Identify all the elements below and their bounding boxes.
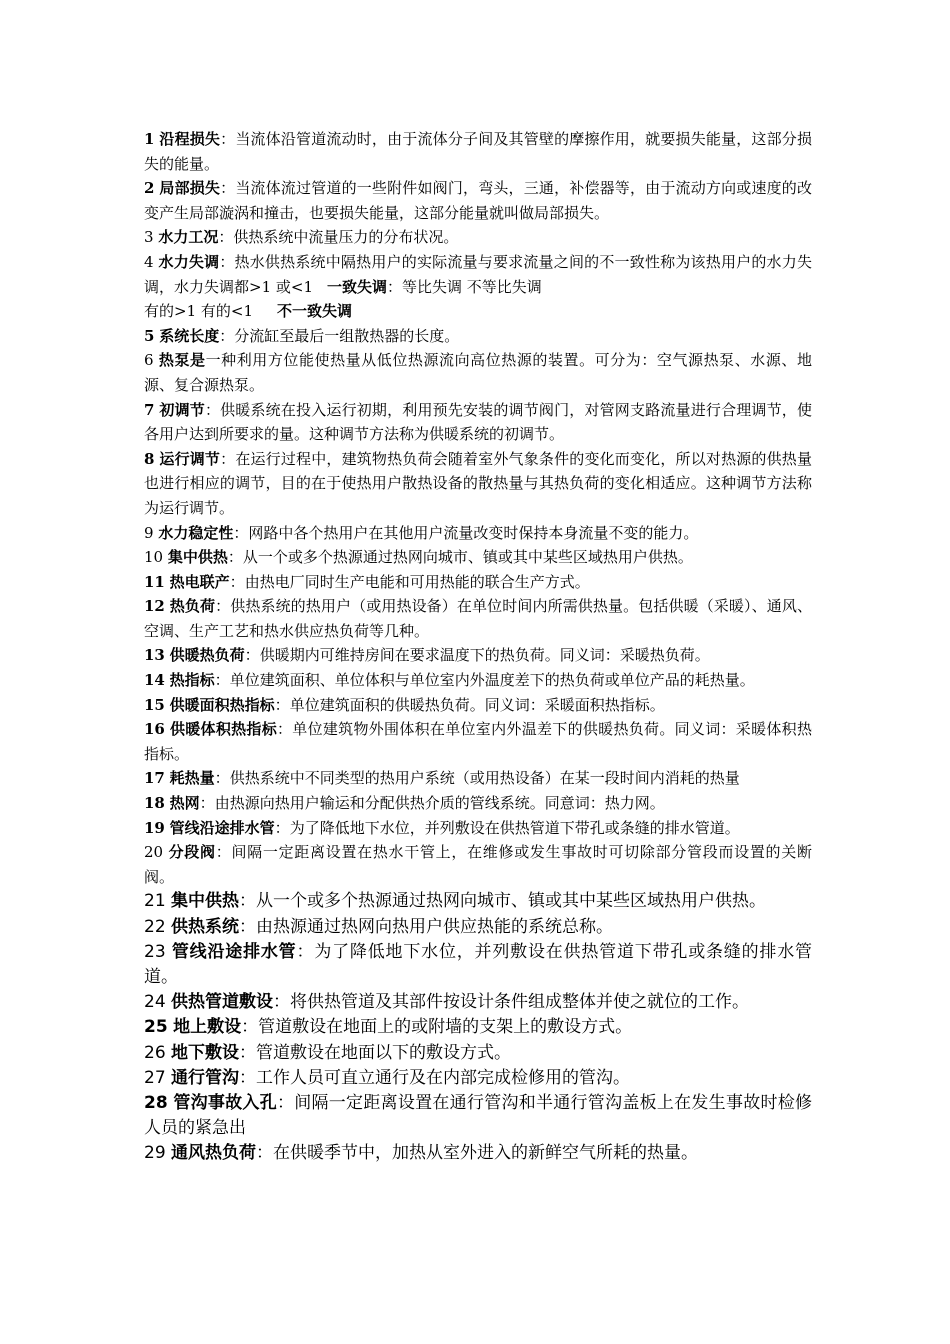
entry-definition: 单位建筑物外围体积在单位室内外温差下的供暖热负荷。同义词：采暖体积热指标。 <box>144 720 812 763</box>
entry-separator: ： <box>220 130 236 148</box>
entry-separator: ： <box>241 1017 259 1038</box>
entry-definition: 由热源通过热网向热用户供应热能的系统总称。 <box>256 916 614 937</box>
entry-term: 运行调节 <box>159 449 221 468</box>
entry-number: 3 <box>144 228 154 247</box>
entry-term: 管沟事故入孔 <box>173 1093 277 1114</box>
entry-number: 29 <box>144 1143 166 1164</box>
entry-separator: ： <box>239 1067 257 1088</box>
entry-definition: 管道敷设在地面上的或附墙的支架上的敷设方式。 <box>258 1017 633 1038</box>
entry-number: 10 <box>144 548 164 567</box>
glossary-entry-16 <box>144 717 812 766</box>
glossary-entry-23 <box>144 940 812 990</box>
entry-definition: 分流缸至最后一组散热器的长度。 <box>234 326 460 345</box>
glossary-entry-17 <box>144 766 812 791</box>
entry-number: 15 <box>144 695 165 714</box>
entry-separator: ： <box>215 843 232 862</box>
entry-term: 局部损失 <box>159 179 221 198</box>
glossary-entry-12 <box>144 594 812 643</box>
glossary-entry-18 <box>144 791 812 816</box>
entry-term: 水力失调 <box>158 252 220 271</box>
entry-definition: 单位建筑面积、单位体积与单位室内外温度差下的热负荷或单位产品的耗热量。 <box>229 671 755 690</box>
entry-definition: 由热源向热用户输运和分配供热介质的管线系统。同意词：热力网。 <box>214 794 665 813</box>
entry-term: 分段阀 <box>168 843 216 862</box>
entry-term: 热电联产 <box>169 572 230 591</box>
entry-term: 初调节 <box>159 400 205 419</box>
entry-subterm: 一致失调 <box>327 277 388 296</box>
entry-number: 11 <box>144 572 165 591</box>
entry-separator: ： <box>276 1093 295 1114</box>
entry-term: 通行管沟 <box>171 1067 240 1088</box>
entry-separator: ： <box>274 695 290 714</box>
glossary-entry-21 <box>144 889 812 914</box>
entry-term: 通风热负荷 <box>171 1143 257 1164</box>
entry-number: 23 <box>144 941 166 962</box>
entry-number: 25 <box>144 1017 168 1038</box>
entry-definition: 供暖期内可维持房间在要求温度下的热负荷。同义词：采暖热负荷。 <box>259 646 710 665</box>
entry-term: 供暖面积热指标 <box>169 695 275 714</box>
glossary-entry-25 <box>144 1015 812 1040</box>
entry-definition: 为了降低地下水位，并列敷设在供热管道下带孔或条缝的排水管道。 <box>289 818 740 837</box>
glossary-entry-22 <box>144 915 812 940</box>
entry-number: 6 <box>144 351 154 370</box>
entry-term: 供热管道敷设 <box>171 992 274 1013</box>
entry-separator: ： <box>214 769 230 788</box>
entry-number: 24 <box>144 992 166 1013</box>
entry-definition: 管道敷设在地面以下的敷设方式。 <box>256 1042 512 1063</box>
glossary-entry-20 <box>144 840 812 889</box>
glossary-entry-19 <box>144 816 812 841</box>
entry-extra-line: 有的>1 有的<1 不一致失调 <box>144 302 353 321</box>
entry-subterm-definition: 等比失调 不等比失调 <box>402 277 542 296</box>
glossary-list <box>144 127 812 1167</box>
entry-number: 4 <box>144 252 154 271</box>
glossary-entry-15 <box>144 693 812 718</box>
entry-number: 2 <box>144 179 155 198</box>
entry-term: 水力稳定性 <box>158 523 234 542</box>
entry-definition: 由热电厂同时生产电能和可用热能的联合生产方式。 <box>244 572 590 591</box>
glossary-entry-27 <box>144 1066 812 1091</box>
glossary-entry-4 <box>144 250 812 324</box>
glossary-entry-24 <box>144 990 812 1015</box>
entry-separator: ： <box>199 794 215 813</box>
entry-separator: ： <box>244 646 260 665</box>
glossary-entry-10 <box>144 545 812 570</box>
entry-definition: 供热系统中不同类型的热用户系统（或用热设备）在某一段时间内消耗的热量 <box>229 769 740 788</box>
glossary-entry-13 <box>144 643 812 668</box>
entry-separator: ： <box>273 992 291 1013</box>
entry-number: 17 <box>144 769 165 788</box>
entry-term: 供热系统 <box>171 916 240 937</box>
entry-definition: 当流体沿管道流动时，由于流体分子间及其管壁的摩擦作用，就要损失能量，这部分损失的能量。 <box>144 130 812 173</box>
entry-term: 耗热量 <box>169 769 215 788</box>
entry-number: 19 <box>144 818 165 837</box>
glossary-entry-11 <box>144 570 812 595</box>
entry-number: 1 <box>144 130 155 148</box>
glossary-entry-6 <box>144 348 812 397</box>
entry-definition: 从一个或多个热源通过热网向城市、镇或其中某些区域热用户供热。 <box>256 891 767 912</box>
entry-separator: ： <box>219 252 235 271</box>
entry-separator: ： <box>215 597 231 616</box>
glossary-entry-7 <box>144 398 812 447</box>
glossary-entry-9 <box>144 521 812 546</box>
entry-number: 26 <box>144 1042 166 1063</box>
entry-separator: ： <box>277 720 293 739</box>
entry-definition: 在供暖季节中，加热从室外进入的新鲜空气所耗的热量。 <box>273 1143 699 1164</box>
glossary-entry-29 <box>144 1141 812 1166</box>
entry-definition: 一种利用方位能使热量从低位热源流向高位热源的装置。可分为：空气源热泵、水源、地源、复合源热泵。 <box>144 351 812 394</box>
entry-number: 18 <box>144 794 165 813</box>
entry-definition: 当流体流过管道的一些附件如阀门，弯头，三通，补偿器等，由于流动方向或速度的改变产生局部漩涡和撞击，也要损失能量，这部分能量就叫做局部损失。 <box>144 179 812 222</box>
entry-definition: 工作人员可直立通行及在内部完成检修用的管沟。 <box>256 1067 631 1088</box>
entry-separator: ： <box>227 548 243 567</box>
entry-term: 集中供热 <box>171 891 240 912</box>
entry-number: 13 <box>144 646 165 665</box>
entry-term: 热负荷 <box>169 597 216 616</box>
entry-separator: ： <box>218 228 234 247</box>
entry-definition: 将供热管道及其部件按设计条件组成整体并使之就位的工作。 <box>290 992 750 1013</box>
entry-term: 集中供热 <box>167 548 228 567</box>
entry-separator: ： <box>296 941 315 962</box>
entry-definition: 供暖系统在投入运行初期，利用预先安装的调节阀门，对管网支路流量进行合理调节，使各用户达到所要求的量。这种调节方法称为供暖系统的初调节。 <box>144 400 812 444</box>
entry-separator: ： <box>239 891 257 912</box>
entry-term: 热指标 <box>169 671 215 690</box>
entry-separator: ： <box>204 400 221 419</box>
glossary-entry-2 <box>144 176 812 225</box>
entry-number: 9 <box>144 523 154 542</box>
entry-definition: 在运行过程中，建筑物热负荷会随着室外气象条件的变化而变化，所以对热源的供热量也进行相应的调节，目的在于使热用户散热设备的散热量与其热负荷的变化相适应。这种调节方法称为运行调节。 <box>144 449 812 517</box>
entry-number: 22 <box>144 916 166 937</box>
glossary-entry-5 <box>144 324 812 349</box>
entry-separator: ： <box>214 671 230 690</box>
entry-definition: 间隔一定距离设置在热水干管上，在维修或发生事故时可切除部分管段而设置的关断阀。 <box>144 843 812 886</box>
entry-definition: 供热系统中流量压力的分布状况。 <box>233 228 459 247</box>
glossary-entry-1 <box>144 127 812 176</box>
entry-number: 16 <box>144 720 165 739</box>
entry-separator: ： <box>239 1042 257 1063</box>
entry-term: 管线沿途排水管 <box>171 941 297 962</box>
entry-term: 沿程损失 <box>159 130 221 148</box>
entry-term: 热网 <box>169 794 200 813</box>
entry-separator: ： <box>239 916 257 937</box>
entry-term: 系统长度 <box>159 326 220 345</box>
entry-definition: 热水供热系统中隔热用户的实际流量与要求流量之间的不一致性称为该热用户的水力失调，水力失调都>1 或<1 <box>144 252 812 296</box>
entry-definition: 单位建筑面积的供暖热负荷。同义词：采暖面积热指标。 <box>289 695 665 714</box>
entry-number: 20 <box>144 843 164 862</box>
entry-number: 5 <box>144 326 155 345</box>
entry-number: 21 <box>144 891 166 912</box>
glossary-entry-28 <box>144 1091 812 1141</box>
entry-definition: 网路中各个热用户在其他用户流量改变时保持本身流量不变的能力。 <box>248 523 699 542</box>
entry-subterm-separator: ： <box>387 277 403 296</box>
entry-term: 水力工况 <box>158 228 219 247</box>
entry-number: 7 <box>144 400 155 419</box>
entry-term: 管线沿途排水管 <box>169 818 275 837</box>
entry-term: 热泵是 <box>158 351 206 370</box>
glossary-entry-8 <box>144 447 812 521</box>
entry-term: 地上敷设 <box>173 1017 242 1038</box>
glossary-entry-3 <box>144 225 812 250</box>
entry-term: 供暖体积热指标 <box>169 720 277 739</box>
entry-separator: ： <box>219 326 235 345</box>
glossary-entry-26 <box>144 1041 812 1066</box>
entry-term: 地下敷设 <box>171 1042 240 1063</box>
entry-term: 供暖热负荷 <box>169 646 245 665</box>
entry-definition: 从一个或多个热源通过热网向城市、镇或其中某些区域热用户供热。 <box>242 548 693 567</box>
entry-separator: ： <box>274 818 290 837</box>
entry-separator: ： <box>229 572 245 591</box>
entry-number: 8 <box>144 449 155 468</box>
glossary-entry-14 <box>144 668 812 693</box>
entry-number: 28 <box>144 1093 168 1114</box>
entry-number: 27 <box>144 1067 166 1088</box>
entry-separator: ： <box>233 523 249 542</box>
entry-separator: ： <box>220 179 236 198</box>
entry-separator: ： <box>220 449 236 468</box>
entry-definition: 供热系统的热用户（或用热设备）在单位时间内所需供热量。包括供暖（采暖）、通风、空调、生产工艺和热水供应热负荷等几种。 <box>144 597 812 640</box>
entry-extra-term: 不一致失调 <box>277 302 353 321</box>
entry-number: 14 <box>144 671 165 690</box>
entry-definition: 为了降低地下水位，并列敷设在供热管道下带孔或条缝的排水管道。 <box>144 941 813 988</box>
entry-separator: ： <box>256 1143 274 1164</box>
entry-number: 12 <box>144 597 165 616</box>
entry-definition: 间隔一定距离设置在通行管沟和半通行管沟盖板上在发生事故时检修人员的紧急出 <box>144 1093 813 1139</box>
